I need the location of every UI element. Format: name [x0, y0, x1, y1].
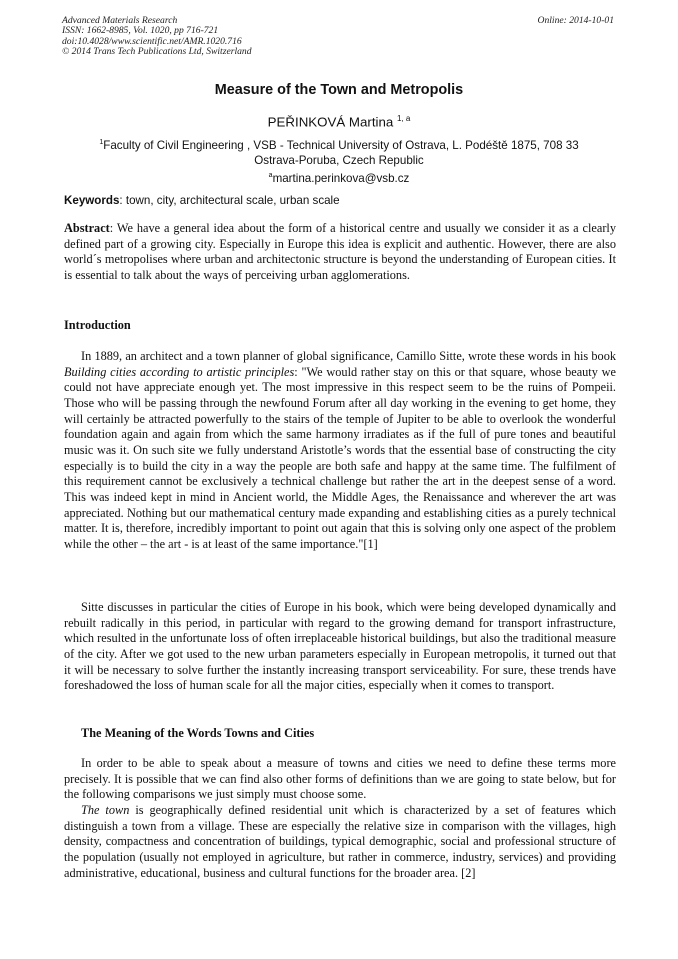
- town-term: The town: [81, 803, 130, 817]
- affiliation-line-1: $^1$Faculty of Civil Engineering , VSB - Technical University of Ostrava, L. Podéště 1875, 708 33: [99, 138, 579, 152]
- author-name: PEŘINKOVÁ Martina: [267, 114, 394, 130]
- author-superscript: 1, a: [396, 114, 411, 123]
- introduction-heading: Introduction: [64, 318, 131, 332]
- meaning-heading: The Meaning of the Words Towns and Cities: [81, 726, 315, 740]
- copyright-line: © 2014 Trans Tech Publications Ltd, Switzerland: [62, 46, 252, 58]
- abstract-label: Abstract: [64, 221, 110, 235]
- affiliation-line-2: Ostrava-Poruba, Czech Republic: [254, 153, 424, 167]
- meaning-paragraph-1: In order to be able to speak about a measure of towns and cities we need to define these terms more precisely. It is possible that we can find also other forms of definitions than we are going to state below, but for the following comparisons we just simply must choose some.: [64, 756, 616, 802]
- doi-line: doi:10.4028/www.scientific.net/AMR.1020.716: [62, 35, 242, 47]
- abstract-text: : We have a general idea about the form of a historical centre and usually we consider it as a clearly defined part of a growing city. Especially in Europe this idea is explicit and authentic. However, there are also world´s metropolises where urban and architectonic structure is beyond the understanding of European cities. It is essential to talk about the ways of perceiving urban agglomerations.: [64, 221, 616, 282]
- keywords: [64, 194, 616, 207]
- paper-title: Measure of the Town and Metropolis: [214, 82, 464, 98]
- author-email: $^a$martina.perinkova@vsb.cz: [268, 171, 410, 185]
- abstract: [64, 221, 616, 284]
- intro-paragraph-1: In 1889, an architect and a town planner of global significance, Camillo Sitte, wrote these words in his book Building cities according to artistic principles: "We would rather stay on this or that square, whose beauty we could not have appreciate enough yet. The most impressive in this respect seem to be the ruins of Pompeii. Those who will be passing through the newfound Forum after all day working in the evening to get home, they will certainly be attracted powerfully to the stairs of the temple of Jupiter to be able to overlook the wonderful foundation again and again from which the same harmony irradiates as if the full of pure tones and beautiful music was it. On such site we fully understand Aristotle’s words that the essential base of constructing the city especially is to build the city in a way the people are both safe and happy at the same time. The fulfilment of this requirement cannot be exclusively a technical challenge but rather the art in the deepest sense of a word. This was indeed kept in mind in Ancient world, the Middle Ages, the Renaissance and wherever the art was appreciated. Nothing but our mathematical century made expanding and establishing cities as a purely technical matter. It is, therefore, incredibly important to point out again that this is solving only one aspect of the problem while the other – the art - is at least of the same importance."[1]: [64, 349, 617, 551]
- book-title: Building cities according to artistic principles: [64, 364, 295, 379]
- journal-name: Advanced Materials Research: [62, 15, 178, 26]
- keywords-text: : town, city, architectural scale, urban scale: [119, 194, 340, 207]
- meaning-paragraph-2: The town is geographically defined residential unit which is characterized by a set of features which distinguish a town from a village. These are especially the relative size in comparison with the villages, high density, compactness and concentration of buildings, typical demographic, social and professional structure of the population (usually not employed in agriculture, but rather in commerce, industry, services) and providing administrative, educational, business and cultural functions for the broader area. [2]: [64, 803, 616, 880]
- issn-line: ISSN: 1662-8985, Vol. 1020, pp 716-721: [62, 25, 219, 37]
- journal-header: [62, 16, 482, 58]
- keywords-label: Keywords: [64, 194, 120, 207]
- affiliation: [60, 135, 618, 186]
- author-line: [0, 114, 678, 129]
- intro-paragraph-2: Sitte discusses in particular the cities of Europe in his book, which were being developed dynamically and rebuilt radically in this period, in particular with regard to the growing demand for transport infrastructure, which resulted in the unfortunate loss of often irreplaceable historical buildings, but also the traditional measure of the city. After we got used to the new urban parameters especially in European metropolis, it turned out that it will be necessary to solve further the instantly increasing transport serviceability. For sure, these trends have foreshadowed the loss of human scale for all the major cities, especially when it comes to transport.: [64, 600, 616, 693]
- online-date: Online: 2014-10-01: [537, 15, 614, 26]
